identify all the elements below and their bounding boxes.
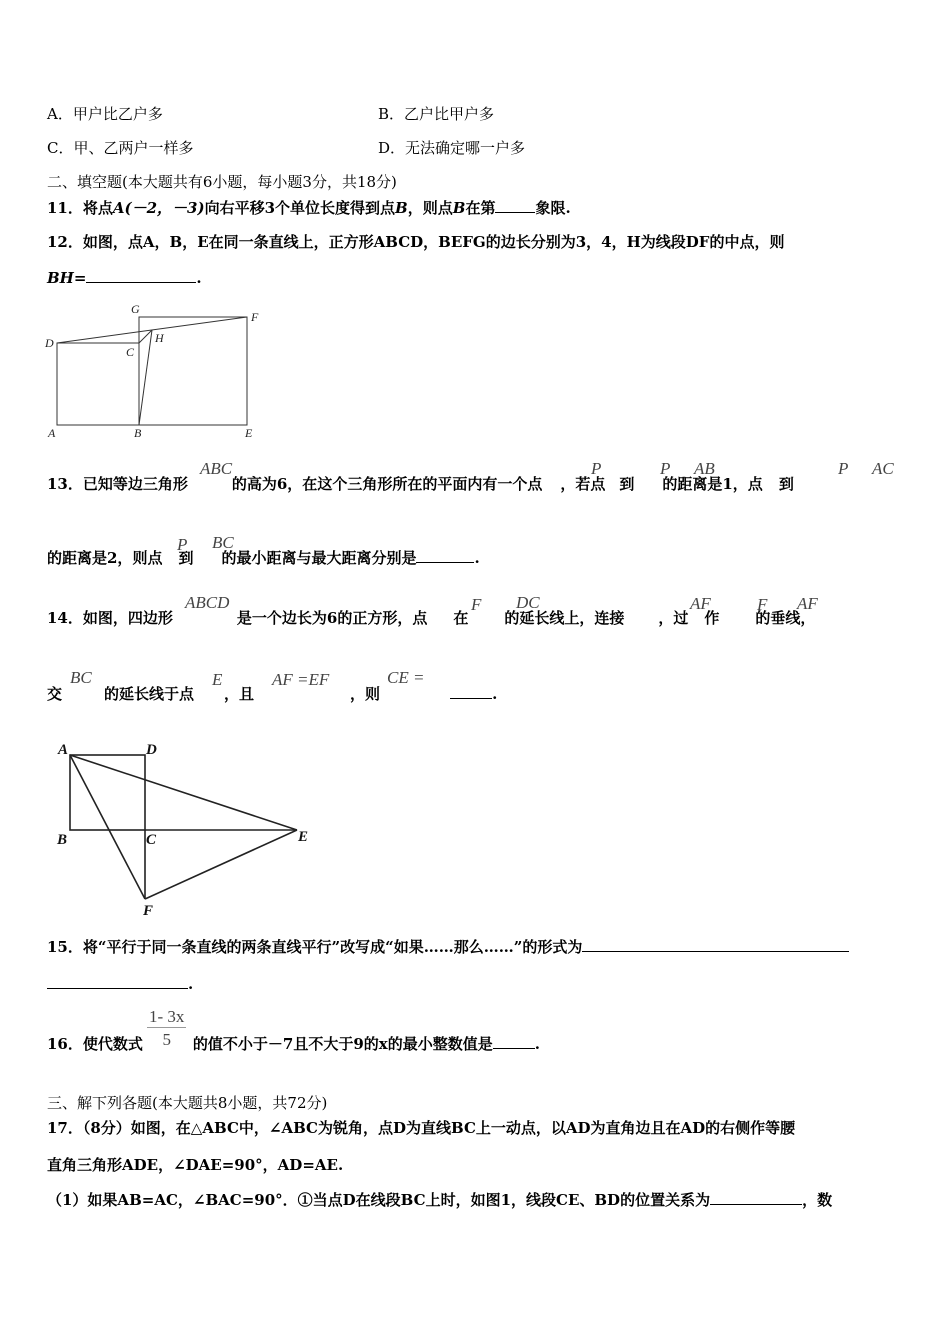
answer-blank — [493, 1035, 535, 1049]
label-a: A — [48, 426, 56, 440]
question-17-line3: （1）如果AB=AC，∠BAC=90°．①当点D在线段BC上时，如图1，线段CE、BD的位置关系为 ，数 — [47, 1191, 833, 1209]
question-16: 16．使代数式 的值不小于－7且不大于9的x的最小整数值是 . — [47, 1035, 540, 1053]
label-e: E — [245, 426, 253, 440]
answer-blank — [450, 685, 492, 699]
label-c: C — [146, 832, 157, 848]
math-af-ef: AF =EF — [272, 670, 330, 689]
math-f: F — [471, 595, 482, 614]
label-f: F — [251, 310, 259, 324]
math-af: AF — [690, 594, 711, 613]
label-d: D — [45, 336, 54, 350]
question-13: 13．已知等边三角形 的高为6，在这个三角形所在的平面内有一个点 ，若点 到 的距离是1，点 到 — [47, 475, 794, 493]
math-ab: AB — [694, 459, 715, 478]
label-b: B — [134, 426, 142, 440]
math-af: AF — [797, 594, 818, 613]
math-f: F — [757, 595, 768, 614]
label-h: H — [155, 331, 164, 345]
math-bc: BC — [70, 668, 92, 687]
answer-blank — [495, 199, 535, 213]
math-ac: AC — [872, 459, 894, 478]
question-15-line2: . — [47, 975, 193, 993]
q14-figure — [50, 735, 320, 920]
option-a: A．甲户比乙户多 — [47, 105, 163, 123]
answer-blank — [710, 1191, 802, 1205]
math-dc: DC — [516, 593, 540, 612]
label-d: D — [146, 742, 157, 758]
label-f: F — [143, 903, 154, 919]
math-abc: ABC — [200, 459, 233, 478]
q12-figure — [40, 300, 280, 445]
math-abcd: ABCD — [185, 593, 230, 612]
label-c: C — [126, 345, 135, 359]
question-12-answer: BH= . — [47, 269, 202, 287]
label-b: B — [57, 832, 68, 848]
question-14-line2: 交 的延长线于点 ，且 ，则 . — [47, 685, 498, 703]
answer-blank — [47, 975, 188, 989]
math-p: P — [660, 459, 671, 478]
question-15: 15．将“平行于同一条直线的两条直线平行”改写成“如果……那么……”的形式为 — [47, 936, 849, 957]
fraction-denominator: 5 — [162, 1030, 171, 1049]
question-11: 11．将点A(－2，－3)向右平移3个单位长度得到点B，则点B在第 象限. — [47, 199, 571, 217]
question-17-line2: 直角三角形ADE，∠DAE=90°，AD=AE. — [47, 1156, 344, 1174]
question-17: 17．（8分）如图，在△ABC中，∠ABC为锐角，点D为直线BC上一动点，以AD为直角边且在AD的右侧作等腰 — [47, 1119, 796, 1137]
answer-blank — [86, 269, 196, 283]
question-13-line2: 的距离是2，则点 到 的最小距离与最大距离分别是 . — [47, 549, 480, 567]
section2-heading: 二、填空题(本大题共有6小题，每小题3分，共18分) — [47, 173, 397, 191]
math-p: P — [177, 535, 188, 554]
math-p: P — [591, 459, 602, 478]
option-d: D．无法确定哪一户多 — [378, 139, 526, 157]
option-b: B．乙户比甲户多 — [378, 105, 495, 123]
section3-heading: 三、解下列各题(本大题共8小题，共72分) — [47, 1094, 328, 1112]
label-a: A — [58, 742, 69, 758]
math-p: P — [838, 459, 849, 478]
fraction — [147, 1007, 186, 1052]
label-e: E — [298, 829, 309, 845]
answer-blank — [582, 938, 849, 952]
question-14: 14．如图，四边形 是一个边长为6的正方形，点 在 的延长线上，连接 ，过 作 的垂线， — [47, 609, 816, 627]
fraction-numerator: 1- 3x — [149, 1007, 185, 1026]
label-g: G — [131, 302, 140, 316]
math-ce: CE = — [387, 668, 425, 687]
answer-blank — [416, 549, 474, 563]
math-bc: BC — [212, 533, 234, 552]
option-c: C．甲、乙两户一样多 — [47, 139, 194, 157]
math-e: E — [212, 670, 223, 689]
question-12: 12．如图，点A，B，E在同一条直线上，正方形ABCD，BEFG的边长分别为3，4，H为线段DF的中点，则 — [47, 233, 785, 251]
